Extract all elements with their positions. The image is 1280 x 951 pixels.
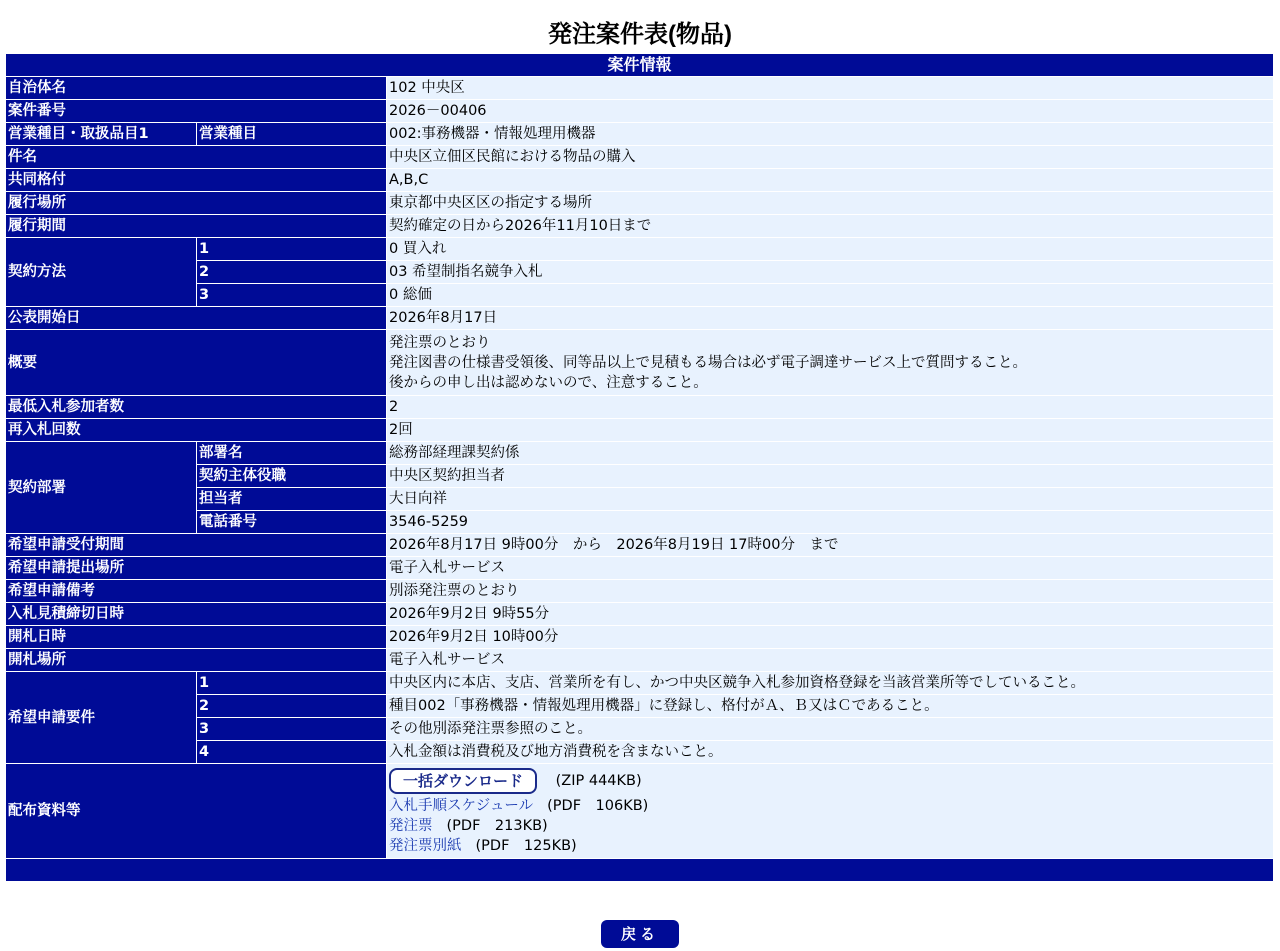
requirement-no: 4	[197, 741, 387, 764]
label-opening-date: 開札日時	[6, 626, 387, 649]
summary-line: 発注図書の仕様書受領後、同等品以上で見積もる場合は必ず電子調達サービス上で質問すること。	[389, 354, 1027, 371]
label-apply-place: 希望申請提出場所	[6, 557, 387, 580]
contract-method-no: 2	[197, 261, 387, 284]
label-documents: 配布資料等	[6, 764, 387, 859]
label-subject: 件名	[6, 146, 387, 169]
contract-method-value: 0 買入れ	[387, 238, 1274, 261]
file-link-schedule[interactable]: 入札手順スケジュール	[389, 798, 534, 814]
requirement-value: 中央区内に本店、支店、営業所を有し、かつ中央区競争入札参加資格登録を当該営業所等でしていること。	[387, 672, 1274, 695]
value-place: 東京都中央区区の指定する場所	[387, 192, 1274, 215]
file-size: (PDF 125KB)	[475, 838, 577, 854]
label-requirements: 希望申請要件	[6, 672, 197, 764]
back-button[interactable]: 戻る	[601, 920, 679, 948]
value-apply-note: 別添発注票のとおり	[387, 580, 1274, 603]
label-case-number: 案件番号	[6, 100, 387, 123]
contract-dept-key: 部署名	[197, 442, 387, 465]
page-title: 発注案件表(物品)	[548, 21, 732, 48]
file-link-order-sheet[interactable]: 発注票	[389, 818, 433, 834]
bulk-download-size: (ZIP 444KB)	[555, 773, 642, 789]
file-row	[389, 816, 1271, 836]
requirement-value: 種目002「事務機器・情報処理用機器」に登録し、格付がＡ、Ｂ又はＣであること。	[387, 695, 1274, 718]
requirement-value: 入札金額は消費税及び地方消費税を含まないこと。	[387, 741, 1274, 764]
contract-method-no: 1	[197, 238, 387, 261]
label-municipality: 自治体名	[6, 77, 387, 100]
label-apply-note: 希望申請備考	[6, 580, 387, 603]
table-footer-bar	[6, 859, 1274, 882]
label-rebid-count: 再入札回数	[6, 419, 387, 442]
case-info-table	[6, 54, 1274, 882]
summary-line: 後からの申し出は認めないので、注意すること。	[389, 374, 708, 391]
bulk-download-row	[389, 766, 1271, 796]
file-row	[389, 836, 1271, 856]
label-contract-method: 契約方法	[6, 238, 197, 307]
label-summary: 概要	[6, 330, 387, 396]
label-place: 履行場所	[6, 192, 387, 215]
contract-dept-key: 電話番号	[197, 511, 387, 534]
value-apply-place: 電子入札サービス	[387, 557, 1274, 580]
contract-dept-value: 大日向祥	[387, 488, 1274, 511]
value-case-number: 2026－00406	[387, 100, 1274, 123]
label-contract-dept: 契約部署	[6, 442, 197, 534]
contract-dept-value: 総務部経理課契約係	[387, 442, 1274, 465]
sublabel-business-type: 営業種目	[197, 123, 387, 146]
label-min-bidders: 最低入札参加者数	[6, 396, 387, 419]
label-bid-deadline: 入札見積締切日時	[6, 603, 387, 626]
value-period: 契約確定の日から2026年11月10日まで	[387, 215, 1274, 238]
contract-dept-key: 担当者	[197, 488, 387, 511]
value-rebid-count: 2回	[387, 419, 1274, 442]
label-publish-date: 公表開始日	[6, 307, 387, 330]
file-link-order-sheet-attachment[interactable]: 発注票別紙	[389, 838, 462, 854]
value-municipality: 102 中央区	[387, 77, 1274, 100]
value-min-bidders: 2	[387, 396, 1274, 419]
contract-dept-value: 中央区契約担当者	[387, 465, 1274, 488]
label-apply-period: 希望申請受付期間	[6, 534, 387, 557]
value-opening-date: 2026年9月2日 10時00分	[387, 626, 1274, 649]
requirement-no: 1	[197, 672, 387, 695]
value-summary	[387, 330, 1274, 396]
value-bid-deadline: 2026年9月2日 9時55分	[387, 603, 1274, 626]
value-joint-grade: A,B,C	[387, 169, 1274, 192]
label-business-type: 営業種目・取扱品目1	[6, 123, 197, 146]
value-subject: 中央区立佃区民館における物品の購入	[387, 146, 1274, 169]
label-period: 履行期間	[6, 215, 387, 238]
contract-method-no: 3	[197, 284, 387, 307]
bulk-download-button[interactable]: 一括ダウンロード	[389, 768, 537, 794]
contract-method-value: 0 総価	[387, 284, 1274, 307]
label-opening-place: 開札場所	[6, 649, 387, 672]
value-opening-place: 電子入札サービス	[387, 649, 1274, 672]
requirement-value: その他別添発注票参照のこと。	[387, 718, 1274, 741]
summary-line: 発注票のとおり	[389, 334, 491, 351]
file-row	[389, 796, 1271, 816]
label-joint-grade: 共同格付	[6, 169, 387, 192]
section-title: 案件情報	[6, 54, 1274, 77]
contract-dept-value: 3546-5259	[387, 511, 1274, 534]
requirement-no: 3	[197, 718, 387, 741]
file-size: (PDF 106KB)	[547, 798, 649, 814]
contract-method-value: 03 希望制指名競争入札	[387, 261, 1274, 284]
requirement-no: 2	[197, 695, 387, 718]
file-size: (PDF 213KB)	[446, 818, 548, 834]
contract-dept-key: 契約主体役職	[197, 465, 387, 488]
value-publish-date: 2026年8月17日	[387, 307, 1274, 330]
value-documents	[387, 764, 1274, 859]
value-business-type: 002:事務機器・情報処理用機器	[387, 123, 1274, 146]
value-apply-period: 2026年8月17日 9時00分 から 2026年8月19日 17時00分 まで	[387, 534, 1274, 557]
